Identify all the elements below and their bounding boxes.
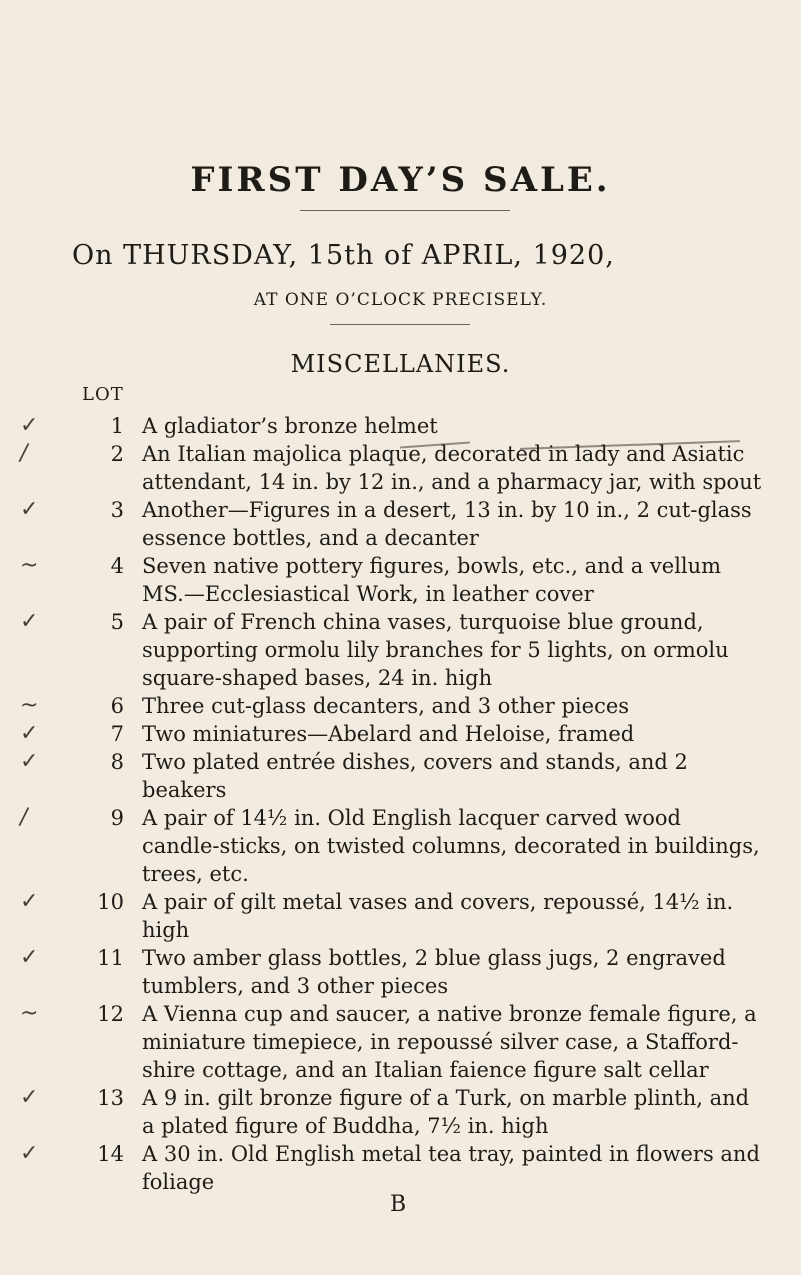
section-heading: MISCELLANIES. [290,350,511,378]
check-mark-icon: / [20,805,28,830]
check-mark-icon: ✓ [20,497,39,522]
lot-description: Three cut-glass decanters, and 3 other pieces [142,694,630,718]
lot-item [0,608,801,692]
lot-description: Two plated entrée dishes, covers and stands, and 2 beakers [142,750,688,802]
lot-description: A gladiator’s bronze helmet [142,414,438,438]
lot-description: A Vienna cup and saucer, a native bronze female figure, a miniature timepiece, in repoussé silver case, a Stafford-shire cottage, and an Italian faience figure salt cellar [142,1002,757,1082]
lot-list [0,412,801,1196]
check-mark-icon: ✓ [20,413,39,438]
time-divider [330,324,470,325]
lot-number: 10 [97,890,124,914]
lot-item [0,496,801,552]
check-mark-icon: ~ [20,553,39,578]
lot-description: A pair of gilt metal vases and covers, repoussé, 14½ in. high [142,890,734,942]
lot-description: Seven native pottery figures, bowls, etc., and a vellum MS.—Ecclesiastical Work, in leather cover [142,554,722,606]
check-mark-icon: ~ [20,693,39,718]
lot-number: 7 [110,722,124,746]
check-mark-icon: ✓ [20,749,39,774]
lot-item [0,1000,801,1084]
lot-description: A pair of 14½ in. Old English lacquer carved wood candle-sticks, on twisted columns, decorated in buildings, trees, etc. [142,806,760,886]
page-title: FIRST DAY’S SALE. [190,160,611,200]
check-mark-icon: / [20,441,28,466]
sale-time: AT ONE O’CLOCK PRECISELY. [253,290,548,310]
lot-number: 12 [97,1002,124,1026]
lot-description: A 30 in. Old English metal tea tray, painted in flowers and foliage [142,1142,760,1194]
lot-item [0,888,801,944]
lot-number: 9 [110,806,124,830]
lot-description: An Italian majolica plaque, decorated in lady and Asiatic attendant, 14 in. by 12 in., and a pharmacy jar, with spout [142,442,762,494]
lot-item [0,944,801,1000]
lot-number: 6 [110,694,124,718]
lot-description: A 9 in. gilt bronze figure of a Turk, on marble plinth, and a plated figure of Buddha, 7½ in. high [142,1086,750,1138]
lot-number: 4 [110,554,124,578]
lot-item [0,1140,801,1196]
lot-number: 3 [110,498,124,522]
lot-item [0,552,801,608]
check-mark-icon: ✓ [20,1085,39,1110]
lot-number: 1 [110,414,124,438]
lot-description: A pair of French china vases, turquoise blue ground, supporting ormolu lily branches for 5 lights, on ormolu square-shaped bases, 24 in. high [142,610,729,690]
page-signature: B [390,1192,407,1217]
lot-number: 14 [97,1142,124,1166]
lot-number: 13 [97,1086,124,1110]
lot-item [0,1084,801,1140]
lot-item [0,440,801,496]
lot-column-header: LOT [82,384,124,405]
lot-number: 11 [97,946,124,970]
lot-number: 5 [110,610,124,634]
lot-item [0,748,801,804]
lot-number: 8 [110,750,124,774]
check-mark-icon: ~ [20,1001,39,1026]
lot-item [0,804,801,888]
check-mark-icon: ✓ [20,945,39,970]
lot-description: Two amber glass bottles, 2 blue glass jugs, 2 engraved tumblers, and 3 other pieces [142,946,726,998]
lot-description: Another—Figures in a desert, 13 in. by 10 in., 2 cut-glass essence bottles, and a decanter [142,498,752,550]
lot-item [0,692,801,720]
lot-item [0,412,801,440]
lot-description: Two miniatures—Abelard and Heloise, framed [142,722,635,746]
check-mark-icon: ✓ [20,609,39,634]
title-divider [300,210,510,211]
check-mark-icon: ✓ [20,721,39,746]
lot-item [0,720,801,748]
check-mark-icon: ✓ [20,1141,39,1166]
lot-number: 2 [110,442,124,466]
sale-date: On THURSDAY, 15th of APRIL, 1920, [72,240,615,271]
check-mark-icon: ✓ [20,889,39,914]
